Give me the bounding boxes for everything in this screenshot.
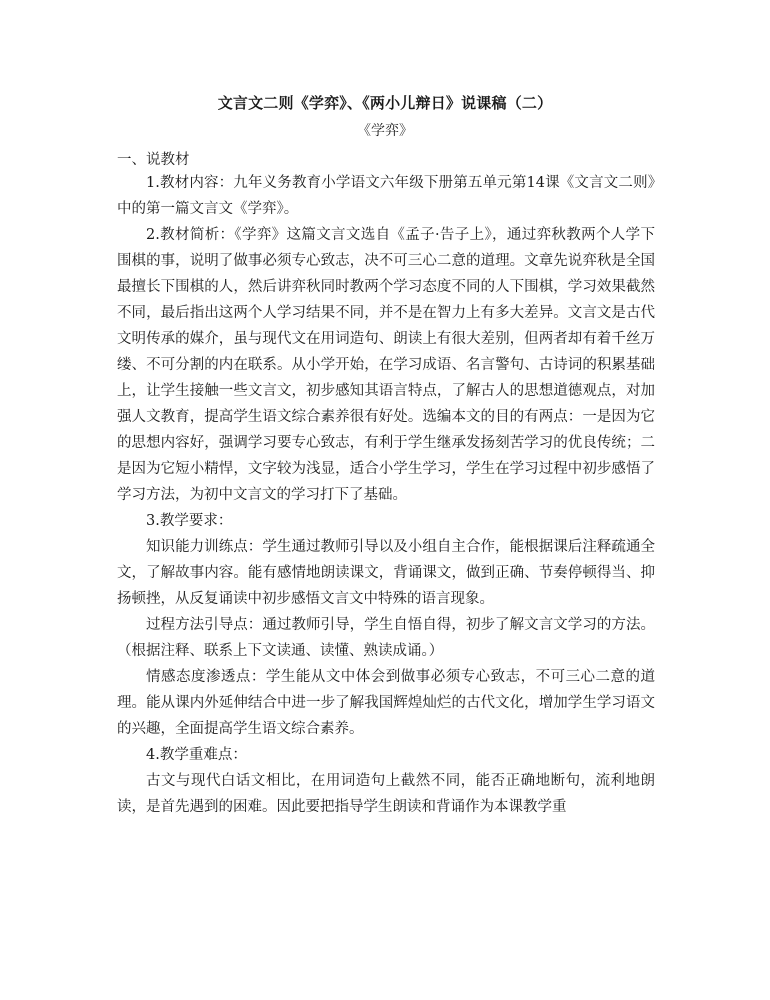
paragraph-material-analysis: 2.教材简析：《学弈》这篇文言文选自《孟子·告子上》，通过弈秋教两个人学下围棋的事，说明了做事必须专心致志，决不可三心二意的道理。文章先说弈秋是全国最擅长下围棋的人，然后讲弈秋同时教两个学习态度不同的人下围棋，学习效果截然不同，最后指出这两个人学习结果不同，并不是在智力上有多大差异。文言文是古代文明传承的媒介，虽与现代文在用词造句、朗读上有很大差别，但两者却有着千丝万缕、不可分割的内在联系。从小学开始，在学习成语、名言警句、古诗词的积累基础上，让学生接触一些文言文，初步感知其语言特点，了解古人的思想道德观点，对加强人文教育，提高学生语文综合素养很有好处。选编本文的目的有两点：一是因为它的思想内容好，强调学习要专心致志，有利于学生继承发扬刻苦学习的优良传统；二是因为它短小精悍，文字较为浅显，适合小学生学习，学生在学习过程中初步感悟了学习方法，为初中文言文的学习打下了基础。 — [117, 227, 655, 503]
document-subtitle: 《学弈》 — [357, 123, 413, 139]
paragraph-key-difficulties: 4.教学重难点： — [146, 747, 247, 763]
paragraph-knowledge-ability: 知识能力训练点：学生通过教师引导以及小组自主合作，能根据课后注释疏通全文，了解故事内容。能有感情地朗读课文，背诵课文，做到正确、节奏停顿得当、抑扬顿挫，从反复诵读中初步感悟文言文中特殊的语言现象。 — [117, 539, 655, 607]
paragraph-classical-vs-modern: 古文与现代白话文相比，在用词造句上截然不同，能否正确地断句，流利地朗读，是首先遇到的困难。因此要把指导学生朗读和背诵作为本课教学重 — [117, 773, 655, 815]
document-body — [117, 170, 655, 820]
paragraph-process-method: 过程方法引导点：通过教师引导，学生自悟自得，初步了解文言文学习的方法。（根据注释、联系上下文读通、读懂、熟读成诵。） — [117, 617, 655, 659]
paragraph-emotion-attitude: 情感态度渗透点：学生能从文中体会到做事必须专心致志，不可三心二意的道理。能从课内外延伸结合中进一步了解我国辉煌灿烂的古代文化，增加学生学习语文的兴趣，全面提高学生语文综合素养。 — [117, 669, 655, 737]
document-title: 文言文二则《学弈》、《两小儿辩日》说课稿（二） — [217, 94, 553, 112]
paragraph-teaching-requirements: 3.教学要求： — [146, 513, 233, 529]
paragraph-teaching-content: 1.教材内容：九年义务教育小学语文六年级下册第五单元第14课《文言文二则》中的第一篇文言文《学弈》。 — [117, 175, 655, 217]
section-heading: 一、说教材 — [117, 152, 190, 168]
